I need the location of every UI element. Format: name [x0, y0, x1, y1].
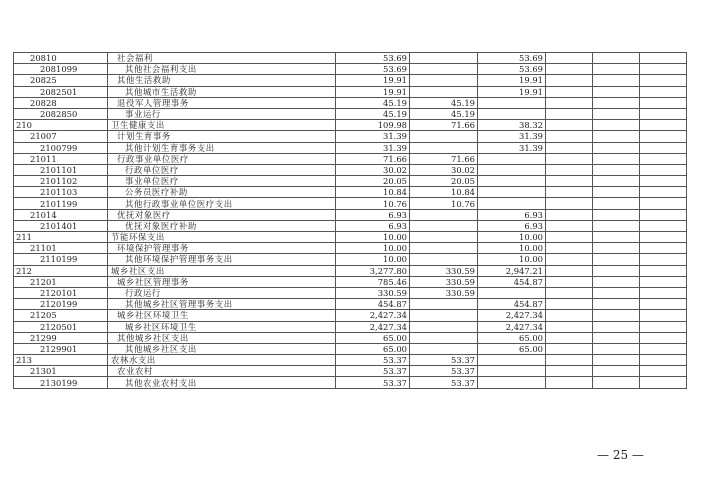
row-empty: [640, 108, 687, 119]
row-empty: [640, 142, 687, 153]
row-code: 21205: [14, 310, 108, 321]
row-basic: 45.19: [410, 108, 478, 119]
row-empty: [593, 164, 640, 175]
row-total: 19.91: [336, 75, 410, 86]
row-code: 211: [14, 232, 108, 243]
row-empty: [546, 220, 593, 231]
row-basic: 71.66: [410, 120, 478, 131]
row-empty: [640, 153, 687, 164]
row-total: 454.87: [336, 299, 410, 310]
table-row: [14, 53, 687, 64]
row-basic: [410, 232, 478, 243]
row-name: 农林水支出: [108, 355, 336, 366]
row-basic: 53.37: [410, 366, 478, 377]
row-project: 10.00: [478, 232, 546, 243]
row-empty: [640, 355, 687, 366]
row-empty: [593, 142, 640, 153]
row-name: 社会福利: [108, 53, 336, 64]
row-code: 2082501: [14, 86, 108, 97]
row-empty: [593, 220, 640, 231]
row-basic: 330.59: [410, 276, 478, 287]
row-empty: [593, 97, 640, 108]
row-empty: [546, 64, 593, 75]
row-name: 其他生活救助: [108, 75, 336, 86]
row-name: 退役军人管理事务: [108, 97, 336, 108]
row-empty: [640, 120, 687, 131]
row-code: 213: [14, 355, 108, 366]
row-empty: [546, 377, 593, 388]
row-empty: [593, 86, 640, 97]
row-empty: [593, 366, 640, 377]
row-empty: [593, 377, 640, 388]
table-row: [14, 243, 687, 254]
row-empty: [546, 321, 593, 332]
row-name: 卫生健康支出: [108, 120, 336, 131]
row-total: 53.69: [336, 64, 410, 75]
row-total: 6.93: [336, 220, 410, 231]
row-code: 20825: [14, 75, 108, 86]
row-project: [478, 366, 546, 377]
row-code: 20828: [14, 97, 108, 108]
row-empty: [593, 321, 640, 332]
row-name: 农业农村: [108, 366, 336, 377]
row-empty: [640, 198, 687, 209]
row-project: 2,947.21: [478, 265, 546, 276]
table-row: [14, 310, 687, 321]
row-empty: [546, 53, 593, 64]
row-total: 31.39: [336, 142, 410, 153]
row-name: 其他计划生育事务支出: [108, 142, 336, 153]
row-name: 其他城乡社区支出: [108, 343, 336, 354]
row-code: 2120101: [14, 287, 108, 298]
row-name: 公务员医疗补助: [108, 187, 336, 198]
row-basic: [410, 209, 478, 220]
row-basic: 53.37: [410, 377, 478, 388]
row-empty: [593, 265, 640, 276]
row-total: 31.39: [336, 131, 410, 142]
row-empty: [640, 176, 687, 187]
row-basic: [410, 75, 478, 86]
row-code: 21007: [14, 131, 108, 142]
table-row: [14, 321, 687, 332]
row-empty: [593, 198, 640, 209]
row-project: [478, 108, 546, 119]
table-row: [14, 108, 687, 119]
row-project: [478, 198, 546, 209]
row-project: 6.93: [478, 220, 546, 231]
row-code: 210: [14, 120, 108, 131]
row-code: 21101: [14, 243, 108, 254]
row-empty: [546, 153, 593, 164]
row-basic: 45.19: [410, 97, 478, 108]
row-project: 6.93: [478, 209, 546, 220]
row-empty: [640, 220, 687, 231]
row-name: 节能环保支出: [108, 232, 336, 243]
row-project: [478, 187, 546, 198]
row-project: 2,427.34: [478, 310, 546, 321]
row-basic: [410, 310, 478, 321]
table-row: [14, 64, 687, 75]
row-empty: [546, 97, 593, 108]
budget-table: [13, 52, 687, 389]
row-empty: [593, 209, 640, 220]
row-total: 2,427.34: [336, 310, 410, 321]
table-row: [14, 153, 687, 164]
row-total: 2,427.34: [336, 321, 410, 332]
row-code: 2129901: [14, 343, 108, 354]
row-total: 19.91: [336, 86, 410, 97]
row-total: 71.66: [336, 153, 410, 164]
row-code: 21301: [14, 366, 108, 377]
row-code: 212: [14, 265, 108, 276]
row-empty: [546, 299, 593, 310]
table-row: [14, 287, 687, 298]
row-empty: [640, 131, 687, 142]
table-row: [14, 232, 687, 243]
row-project: 19.91: [478, 75, 546, 86]
row-basic: [410, 53, 478, 64]
row-basic: [410, 332, 478, 343]
row-name: 城乡社区支出: [108, 265, 336, 276]
row-project: [478, 164, 546, 175]
row-basic: [410, 321, 478, 332]
row-total: 53.37: [336, 355, 410, 366]
row-code: 2101101: [14, 164, 108, 175]
row-empty: [546, 142, 593, 153]
row-basic: [410, 220, 478, 231]
row-empty: [546, 198, 593, 209]
row-project: 10.00: [478, 243, 546, 254]
row-project: 2,427.34: [478, 321, 546, 332]
row-empty: [640, 75, 687, 86]
table-row: [14, 131, 687, 142]
row-empty: [593, 153, 640, 164]
row-code: 2130199: [14, 377, 108, 388]
row-empty: [593, 310, 640, 321]
row-project: 31.39: [478, 131, 546, 142]
row-name: 其他城市生活救助: [108, 86, 336, 97]
row-empty: [640, 377, 687, 388]
row-empty: [593, 276, 640, 287]
row-empty: [640, 209, 687, 220]
row-code: 2110199: [14, 254, 108, 265]
table-row: [14, 366, 687, 377]
row-code: 21201: [14, 276, 108, 287]
row-basic: [410, 131, 478, 142]
row-total: 45.19: [336, 97, 410, 108]
row-name: 城乡社区环境卫生: [108, 321, 336, 332]
table-row: [14, 187, 687, 198]
row-empty: [640, 97, 687, 108]
row-empty: [640, 343, 687, 354]
row-name: 事业单位医疗: [108, 176, 336, 187]
row-empty: [593, 120, 640, 131]
table-row: [14, 343, 687, 354]
row-empty: [593, 176, 640, 187]
row-empty: [640, 276, 687, 287]
row-basic: 30.02: [410, 164, 478, 175]
row-empty: [640, 232, 687, 243]
table-body: [14, 53, 687, 389]
row-total: 45.19: [336, 108, 410, 119]
row-empty: [593, 254, 640, 265]
row-code: 2100799: [14, 142, 108, 153]
row-basic: [410, 254, 478, 265]
table-row: [14, 276, 687, 287]
row-empty: [593, 243, 640, 254]
row-name: 其他城乡社区支出: [108, 332, 336, 343]
row-total: 53.37: [336, 377, 410, 388]
row-total: 10.76: [336, 198, 410, 209]
row-total: 109.98: [336, 120, 410, 131]
row-empty: [546, 75, 593, 86]
row-project: 454.87: [478, 299, 546, 310]
row-basic: [410, 243, 478, 254]
row-empty: [546, 108, 593, 119]
row-name: 计划生育事务: [108, 131, 336, 142]
row-empty: [640, 299, 687, 310]
row-total: 30.02: [336, 164, 410, 175]
row-code: 2101199: [14, 198, 108, 209]
row-empty: [640, 310, 687, 321]
row-basic: [410, 299, 478, 310]
page-number: — 25 —: [597, 448, 644, 462]
row-empty: [593, 287, 640, 298]
row-total: 53.69: [336, 53, 410, 64]
row-code: 2081099: [14, 64, 108, 75]
row-basic: [410, 343, 478, 354]
row-code: 2101102: [14, 176, 108, 187]
row-basic: 20.05: [410, 176, 478, 187]
row-project: 31.39: [478, 142, 546, 153]
row-empty: [593, 108, 640, 119]
row-code: 21011: [14, 153, 108, 164]
table-row: [14, 377, 687, 388]
row-project: [478, 377, 546, 388]
table-row: [14, 97, 687, 108]
row-total: 3,277.80: [336, 265, 410, 276]
row-empty: [640, 366, 687, 377]
row-empty: [546, 209, 593, 220]
row-name: 行政运行: [108, 287, 336, 298]
row-empty: [640, 243, 687, 254]
row-basic: 330.59: [410, 265, 478, 276]
table-row: [14, 86, 687, 97]
row-total: 10.00: [336, 243, 410, 254]
table-row: [14, 355, 687, 366]
table-row: [14, 120, 687, 131]
row-empty: [640, 64, 687, 75]
row-total: 65.00: [336, 343, 410, 354]
row-project: [478, 287, 546, 298]
row-project: [478, 153, 546, 164]
row-project: [478, 97, 546, 108]
row-name: 其他农业农村支出: [108, 377, 336, 388]
table-row: [14, 198, 687, 209]
row-empty: [546, 131, 593, 142]
row-empty: [546, 243, 593, 254]
table-row: [14, 209, 687, 220]
table-row: [14, 332, 687, 343]
row-name: 事业运行: [108, 108, 336, 119]
row-empty: [546, 276, 593, 287]
row-empty: [546, 86, 593, 97]
row-empty: [593, 131, 640, 142]
row-empty: [546, 120, 593, 131]
row-name: 其他环境保护管理事务支出: [108, 254, 336, 265]
row-name: 其他行政事业单位医疗支出: [108, 198, 336, 209]
row-empty: [593, 53, 640, 64]
row-empty: [546, 254, 593, 265]
row-empty: [546, 366, 593, 377]
row-project: 53.69: [478, 64, 546, 75]
table-row: [14, 299, 687, 310]
table-row: [14, 176, 687, 187]
row-project: 65.00: [478, 343, 546, 354]
row-basic: 330.59: [410, 287, 478, 298]
row-name: 其他社会福利支出: [108, 64, 336, 75]
row-empty: [546, 332, 593, 343]
row-project: 454.87: [478, 276, 546, 287]
row-code: 20810: [14, 53, 108, 64]
row-total: 10.00: [336, 232, 410, 243]
row-empty: [593, 75, 640, 86]
row-project: 38.32: [478, 120, 546, 131]
row-name: 其他城乡社区管理事务支出: [108, 299, 336, 310]
row-project: [478, 176, 546, 187]
row-total: 330.59: [336, 287, 410, 298]
row-empty: [546, 232, 593, 243]
row-empty: [640, 187, 687, 198]
table-row: [14, 254, 687, 265]
row-code: 2120199: [14, 299, 108, 310]
row-empty: [640, 265, 687, 276]
row-empty: [640, 332, 687, 343]
row-empty: [546, 265, 593, 276]
row-total: 6.93: [336, 209, 410, 220]
row-empty: [593, 232, 640, 243]
row-code: 21014: [14, 209, 108, 220]
row-code: 21299: [14, 332, 108, 343]
row-project: 10.00: [478, 254, 546, 265]
row-code: 2082850: [14, 108, 108, 119]
table-row: [14, 142, 687, 153]
row-name: 城乡社区管理事务: [108, 276, 336, 287]
row-total: 53.37: [336, 366, 410, 377]
row-empty: [593, 64, 640, 75]
row-empty: [640, 86, 687, 97]
row-empty: [546, 355, 593, 366]
row-project: 65.00: [478, 332, 546, 343]
row-basic: 10.84: [410, 187, 478, 198]
row-empty: [593, 187, 640, 198]
row-basic: 53.37: [410, 355, 478, 366]
row-code: 2101103: [14, 187, 108, 198]
table-row: [14, 75, 687, 86]
row-empty: [593, 343, 640, 354]
row-empty: [546, 176, 593, 187]
row-basic: [410, 142, 478, 153]
row-total: 65.00: [336, 332, 410, 343]
row-total: 785.46: [336, 276, 410, 287]
row-empty: [593, 355, 640, 366]
row-empty: [593, 332, 640, 343]
row-basic: [410, 64, 478, 75]
row-project: [478, 355, 546, 366]
row-total: 10.00: [336, 254, 410, 265]
row-basic: 71.66: [410, 153, 478, 164]
row-code: 2120501: [14, 321, 108, 332]
row-total: 10.84: [336, 187, 410, 198]
table-row: [14, 220, 687, 231]
row-empty: [640, 254, 687, 265]
row-empty: [546, 164, 593, 175]
row-empty: [593, 299, 640, 310]
row-code: 2101401: [14, 220, 108, 231]
table-row: [14, 265, 687, 276]
table-row: [14, 164, 687, 175]
row-project: 53.69: [478, 53, 546, 64]
row-empty: [546, 287, 593, 298]
row-empty: [640, 321, 687, 332]
row-name: 环境保护管理事务: [108, 243, 336, 254]
row-name: 城乡社区环境卫生: [108, 310, 336, 321]
row-basic: [410, 86, 478, 97]
row-empty: [546, 343, 593, 354]
row-basic: 10.76: [410, 198, 478, 209]
row-name: 优抚对象医疗补助: [108, 220, 336, 231]
row-project: 19.91: [478, 86, 546, 97]
row-empty: [640, 287, 687, 298]
row-empty: [640, 164, 687, 175]
row-name: 行政事业单位医疗: [108, 153, 336, 164]
row-name: 行政单位医疗: [108, 164, 336, 175]
row-empty: [640, 53, 687, 64]
row-empty: [546, 187, 593, 198]
row-empty: [546, 310, 593, 321]
row-name: 优抚对象医疗: [108, 209, 336, 220]
row-total: 20.05: [336, 176, 410, 187]
